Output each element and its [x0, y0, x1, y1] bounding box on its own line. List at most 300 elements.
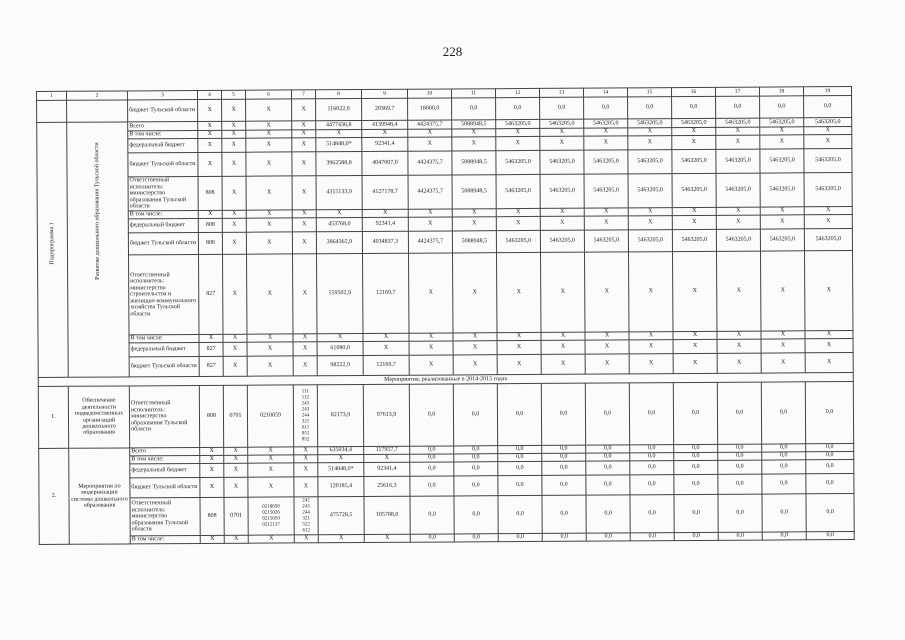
cell-col5: X [223, 254, 247, 334]
cell-col5: X [223, 356, 247, 376]
cell-value: X [496, 216, 540, 230]
column-number: 2 [67, 91, 128, 100]
cell-value: X [628, 216, 672, 230]
cell-value: 0,0 [454, 476, 498, 496]
column-number: 4 [198, 90, 222, 99]
cell-value: 5088948,5 [452, 175, 496, 209]
cell-value: X [760, 127, 804, 135]
cell-value: 0,0 [630, 495, 674, 533]
cell-value: 0,0 [717, 382, 761, 444]
cell-col7: X [292, 232, 316, 254]
cell-col6: X [248, 447, 294, 455]
column-number: 7 [291, 90, 315, 99]
cell-value: 4424375,7 [408, 175, 452, 209]
cell-col5: X [222, 210, 246, 218]
cell-value: 5463205,0 [584, 174, 628, 208]
cell-value: 0,0 [718, 532, 762, 540]
cell-col7: 111 112 243 243 244 321 611 851 852 [293, 385, 317, 447]
cell-value: 0,0 [586, 475, 630, 495]
cell-value: X [453, 355, 497, 375]
cell-value: 5463205,0 [760, 118, 804, 127]
cell-value: X [628, 252, 672, 332]
cell-value: 0,0 [453, 384, 497, 446]
cell-value: X [497, 332, 541, 340]
cell-value: 0,0 [410, 454, 454, 462]
cell-value: X [717, 331, 761, 339]
cell-value: 5463205,0 [628, 174, 672, 208]
item-number: 2. [39, 448, 70, 544]
row-label: федеральный бюджет [128, 219, 198, 233]
cell-value: X [805, 331, 853, 339]
cell-col4: 808 [199, 385, 223, 447]
cell-value: 5463205,0 [584, 150, 628, 174]
cell-col7: X [292, 176, 316, 210]
cell-col4: X [200, 463, 224, 477]
column-number: 6 [245, 90, 291, 99]
cell-value: 5463205,0 [804, 173, 852, 207]
cell-col7: X [293, 342, 317, 356]
row-label: бюджет Тульской области [128, 100, 198, 122]
cell-col6: X [248, 463, 294, 477]
cell-value: 0,0 [452, 98, 496, 120]
cell-value: 4047007,0 [362, 151, 408, 175]
cell-value: 5463205,0 [496, 230, 540, 252]
cell-value: X [540, 128, 584, 136]
cell-value: 61080,0 [317, 342, 363, 356]
cell-value: X [584, 128, 628, 136]
cell-value: 0,0 [542, 445, 586, 453]
cell-value: 453768,0 [316, 218, 362, 232]
cell-value: 0,0 [542, 533, 586, 541]
cell-value: 5463205,0 [804, 229, 852, 251]
cell-value: X [408, 209, 452, 217]
cell-value: X [672, 135, 716, 149]
cell-value: X [672, 215, 716, 229]
cell-value: 0,0 [586, 495, 630, 533]
cell-value: 0,0 [541, 383, 585, 445]
cell-value: 0,0 [673, 382, 717, 444]
cell-value: 0,0 [542, 495, 586, 533]
cell-value: 0,0 [454, 462, 498, 476]
column-number: 8 [315, 90, 361, 99]
cell-value: X [717, 339, 761, 353]
cell-col6: X [246, 152, 292, 176]
cell-value: 0,0 [629, 383, 673, 445]
cell-value: 5463205,0 [496, 119, 540, 128]
cell-value: X [540, 216, 584, 230]
cell-value: X [629, 332, 673, 340]
cell-value: 0,0 [410, 534, 454, 542]
cell-value: X [760, 251, 804, 331]
subprogram-label-text: Подпрограмма 1 [49, 222, 56, 265]
cell-col5: X [222, 130, 246, 138]
row-label: Всего [128, 122, 198, 131]
cell-value: X [760, 207, 804, 215]
cell-value: X [716, 215, 760, 229]
cell-value: 5088948,5 [452, 231, 496, 253]
budget-table-sheet [36, 86, 854, 603]
cell-value: X [541, 332, 585, 340]
cell-value: 0,0 [410, 446, 454, 454]
cell-value: 12169,7 [362, 253, 408, 333]
cell-value: X [804, 127, 852, 135]
cell-value: 0,0 [410, 496, 454, 534]
cell-col6: X [247, 254, 293, 334]
cell-value: X [672, 127, 716, 135]
cell-value: X [541, 340, 585, 354]
cell-value: X [805, 339, 853, 353]
cell-value: 0,0 [804, 96, 852, 118]
cell-col6: X [246, 121, 292, 130]
cell-value: X [408, 129, 452, 137]
cell-value: 5463205,0 [540, 174, 584, 208]
cell-value: 0,0 [806, 460, 854, 474]
cell-col7: X [292, 210, 316, 218]
cell-col4: 827 [199, 356, 223, 376]
cell-value: 0,0 [454, 454, 498, 462]
cell-col6: X [246, 99, 292, 121]
cell-value: 25616,3 [364, 476, 410, 496]
cell-value: 105788,0 [364, 496, 410, 534]
cell-value: 3864365,9 [316, 232, 362, 254]
column-number: 1 [37, 91, 67, 100]
cell-value: 0,0 [630, 475, 674, 495]
cell-value: 0,0 [542, 453, 586, 461]
cell-value: 0,0 [586, 445, 630, 453]
cell-value: 0,0 [762, 444, 806, 452]
cell-value: 5463205,0 [496, 150, 540, 174]
row-label: Ответственный исполнитель: министерство образования Тульской области [130, 498, 200, 536]
cell-value: X [409, 341, 453, 355]
item-name: Мероприятия по модернизации системы дошкольного образования [69, 448, 131, 544]
cell-value: X [585, 332, 629, 340]
cell-value: 5463205,0 [672, 229, 716, 251]
cell-col7: X [292, 138, 316, 152]
cell-value: 0,0 [674, 532, 718, 540]
cell-value: X [316, 210, 362, 218]
row-label: Всего [130, 448, 200, 456]
column-number: 14 [583, 88, 627, 97]
cell-value: X [453, 333, 497, 341]
column-number: 15 [627, 88, 671, 97]
cell-value: 5463205,0 [672, 173, 716, 207]
cell-value: 18000,0 [408, 98, 452, 120]
cell-col6: X [246, 232, 292, 254]
cell-value: X [541, 354, 585, 374]
cell-value: X [672, 251, 716, 331]
cell-value: 475728,5 [318, 497, 364, 535]
cell-value: X [364, 534, 410, 542]
cell-value: 0,0 [454, 446, 498, 454]
cell-value: 0,0 [630, 453, 674, 461]
cell-col7: X [292, 152, 316, 176]
cell-value: 92341,4 [362, 217, 408, 231]
cell-value: 0,0 [761, 382, 805, 444]
cell-value: X [408, 137, 452, 151]
cell-col6: X [246, 138, 292, 152]
cell-col4: X [198, 210, 222, 218]
cell-value: X [363, 333, 409, 341]
cell-value: 0,0 [762, 532, 806, 540]
cell-col4: 808 [198, 232, 222, 254]
cell-value: X [362, 129, 408, 137]
cell-value: 5463205,0 [804, 118, 852, 127]
cell-value: 5463205,0 [672, 118, 716, 127]
cell-value: 0,0 [498, 533, 542, 541]
cell-value: X [318, 455, 364, 463]
cell-col7: X [293, 254, 317, 334]
cell-value: 5463205,0 [628, 230, 672, 252]
cell-value: 514848,0* [316, 138, 362, 152]
cell-value: 0,0 [806, 532, 854, 540]
cell-value: 0,0 [498, 461, 542, 475]
cell-col4: X [200, 447, 224, 455]
cell-value: 5463205,0 [584, 119, 628, 128]
table-row [38, 251, 853, 336]
cell-value: X [585, 340, 629, 354]
cell-col4: X [200, 455, 224, 463]
cell-value: X [363, 341, 409, 355]
cell-col4: 808 [200, 497, 224, 535]
cell-value: 0,0 [630, 445, 674, 453]
cell-value: 514848,0* [318, 463, 364, 477]
cell-value: 0,0 [542, 475, 586, 495]
cell-col5: X [223, 342, 247, 356]
cell-value: X [760, 135, 804, 149]
cell-col4: X [200, 535, 224, 543]
cell-value: X [628, 136, 672, 150]
cell-col7: X [294, 455, 318, 463]
row-label: бюджет Тульской области [129, 357, 199, 377]
page-number: 228 [442, 44, 463, 59]
row-label: В том числе: [129, 335, 199, 343]
cell-col5: X [224, 455, 248, 463]
cell-value: 3962588,8 [316, 152, 362, 176]
cell-col4: X [199, 334, 223, 342]
cell-value: X [540, 208, 584, 216]
cell-value: 4034837,3 [362, 231, 408, 253]
cell-col6: X [246, 210, 292, 218]
cell-value: X [452, 137, 496, 151]
column-number: 9 [361, 89, 407, 98]
cell-value: X [716, 251, 760, 331]
cell-value: X [673, 339, 717, 353]
cell-value: X [629, 354, 673, 374]
column-number: 5 [221, 90, 245, 99]
cell-value: X [629, 340, 673, 354]
cell-value: 0,0 [674, 444, 718, 452]
budget-table [36, 86, 855, 545]
cell-value: 4139948,4 [362, 120, 408, 129]
cell-value: X [804, 215, 852, 229]
cell-col4: X [198, 121, 222, 130]
cell-col7: 242 243 244 321 522 612 [294, 497, 318, 535]
cell-col6: X [246, 176, 292, 210]
cell-value: 4424375,7 [408, 151, 452, 175]
table-row [38, 382, 853, 449]
subprogram-name-text: Развитие дошкольного образования Тульской области [94, 142, 101, 280]
cell-value: 0,0 [454, 496, 498, 534]
cell-value: X [584, 216, 628, 230]
cell-value: 0,0 [806, 444, 854, 452]
cell-value: 0,0 [409, 384, 453, 446]
cell-value: 92341,4 [364, 462, 410, 476]
cell-col7: X [292, 130, 316, 138]
cell-col7: X [294, 477, 318, 497]
cell-value: 117957,7 [364, 446, 410, 454]
subprogram-label [37, 122, 69, 377]
cell-value: 0,0 [498, 475, 542, 495]
cell-col1 [37, 100, 67, 122]
cell-col5: X [222, 232, 246, 254]
cell-value: 0,0 [630, 533, 674, 541]
row-label: федеральный бюджет [130, 464, 200, 478]
cell-value: 5463205,0 [716, 229, 760, 251]
cell-value: X [540, 136, 584, 150]
cell-value: 0,0 [454, 534, 498, 542]
cell-col4: 808 [198, 218, 222, 232]
row-label: Ответственный исполнитель: министерство образования Тульской области [129, 386, 199, 448]
cell-value: X [362, 209, 408, 217]
cell-value: 5463205,0 [760, 229, 804, 251]
cell-value: 4424375,7 [408, 120, 452, 129]
cell-col6: 0218058 0215026 0215059 0212137 [248, 497, 294, 535]
cell-value: 5463205,0 [584, 230, 628, 252]
column-number: 10 [407, 89, 451, 98]
column-number: 19 [803, 87, 851, 96]
column-number: 18 [759, 87, 803, 96]
cell-value: 0,0 [762, 460, 806, 474]
cell-col7: X [294, 447, 318, 455]
row-label: В том числе: [130, 536, 200, 544]
cell-value: X [585, 354, 629, 374]
cell-value: 635034,4 [318, 447, 364, 455]
cell-value: X [496, 136, 540, 150]
cell-value: X [364, 454, 410, 462]
cell-value: X [761, 353, 805, 373]
cell-value: 0,0 [760, 96, 804, 118]
cell-col6: X [247, 356, 293, 376]
cell-value: 0,0 [762, 474, 806, 494]
cell-col6: X [248, 535, 294, 543]
cell-value: 0,0 [718, 474, 762, 494]
cell-value: X [318, 535, 364, 543]
row-label: В том числе: [128, 211, 198, 219]
cell-value: X [452, 129, 496, 137]
cell-value: 5463205,0 [716, 118, 760, 127]
cell-value: 92341,4 [362, 137, 408, 151]
cell-value: 0,0 [540, 97, 584, 119]
cell-value: X [672, 207, 716, 215]
cell-value: 0,0 [584, 97, 628, 119]
cell-value: X [584, 136, 628, 150]
cell-col5: X [222, 176, 246, 210]
subprogram-name [67, 122, 130, 377]
cell-col6: X [247, 334, 293, 342]
row-label: Ответственный исполнитель: министерство строительства и жилищно-коммунального хозяйства Тульской области [129, 255, 199, 335]
cell-col5: X [224, 463, 248, 477]
cell-col4: 808 [198, 176, 222, 210]
cell-value: 5463205,0 [540, 119, 584, 128]
cell-value: 0,0 [762, 494, 806, 532]
cell-col7: X [293, 356, 317, 376]
cell-col5: 0701 [223, 385, 247, 447]
cell-value: 0,0 [672, 96, 716, 118]
cell-value: 120185,4 [318, 477, 364, 497]
cell-value: 0,0 [718, 452, 762, 460]
cell-value: 0,0 [762, 452, 806, 460]
cell-col7: X [294, 463, 318, 477]
cell-value: 0,0 [674, 474, 718, 494]
column-number: 11 [451, 89, 495, 98]
cell-value: 0,0 [542, 461, 586, 475]
row-label: Ответственный исполнитель: министерство образования Тульской области [128, 177, 198, 211]
cell-value: 5463205,0 [496, 174, 540, 208]
cell-value: 0,0 [718, 460, 762, 474]
cell-value: X [673, 353, 717, 373]
cell-value: X [628, 128, 672, 136]
cell-col5: 0701 [224, 497, 248, 535]
cell-value: 0,0 [674, 452, 718, 460]
column-number: 3 [128, 91, 198, 100]
cell-value: 4424375,7 [408, 231, 452, 253]
cell-col5: X [223, 334, 247, 342]
cell-value: 5463205,0 [716, 173, 760, 207]
cell-value: 0,0 [628, 97, 672, 119]
column-number: 17 [715, 87, 759, 96]
cell-value: X [453, 341, 497, 355]
cell-col6: X [248, 477, 294, 497]
cell-col2 [67, 100, 128, 122]
cell-col4: X [198, 130, 222, 138]
cell-value: 0,0 [716, 96, 760, 118]
row-label: бюджет Тульской области [128, 153, 198, 177]
cell-value: 0,0 [586, 533, 630, 541]
cell-col7: X [294, 535, 318, 543]
cell-value: X [584, 208, 628, 216]
cell-col6: X [248, 455, 294, 463]
cell-value: 0,0 [674, 494, 718, 532]
cell-value: 0,0 [718, 494, 762, 532]
cell-value: X [409, 355, 453, 375]
cell-col7: X [292, 99, 316, 121]
cell-value: 0,0 [585, 383, 629, 445]
cell-value: X [804, 251, 852, 331]
cell-col5: X [222, 121, 246, 130]
cell-value: X [408, 217, 452, 231]
cell-value: 82173,9 [317, 385, 363, 447]
cell-col5: X [222, 218, 246, 232]
cell-value: X [805, 353, 853, 373]
cell-value: 97613,9 [363, 384, 409, 446]
cell-value: X [716, 135, 760, 149]
cell-col4: X [198, 138, 222, 152]
cell-value: 0,0 [498, 445, 542, 453]
cell-value: 0,0 [586, 461, 630, 475]
cell-col5: X [224, 535, 248, 543]
cell-value: 5463205,0 [628, 119, 672, 128]
item-number: 1. [38, 386, 68, 448]
cell-value: 5463205,0 [628, 150, 672, 174]
cell-value: 5463205,0 [804, 149, 852, 173]
cell-value: X [804, 207, 852, 215]
cell-value: 0,0 [586, 453, 630, 461]
cell-col7: X [292, 218, 316, 232]
cell-col4: X [198, 152, 222, 176]
cell-col6: X [246, 218, 292, 232]
cell-value: 0,0 [410, 476, 454, 496]
cell-value: X [761, 339, 805, 353]
